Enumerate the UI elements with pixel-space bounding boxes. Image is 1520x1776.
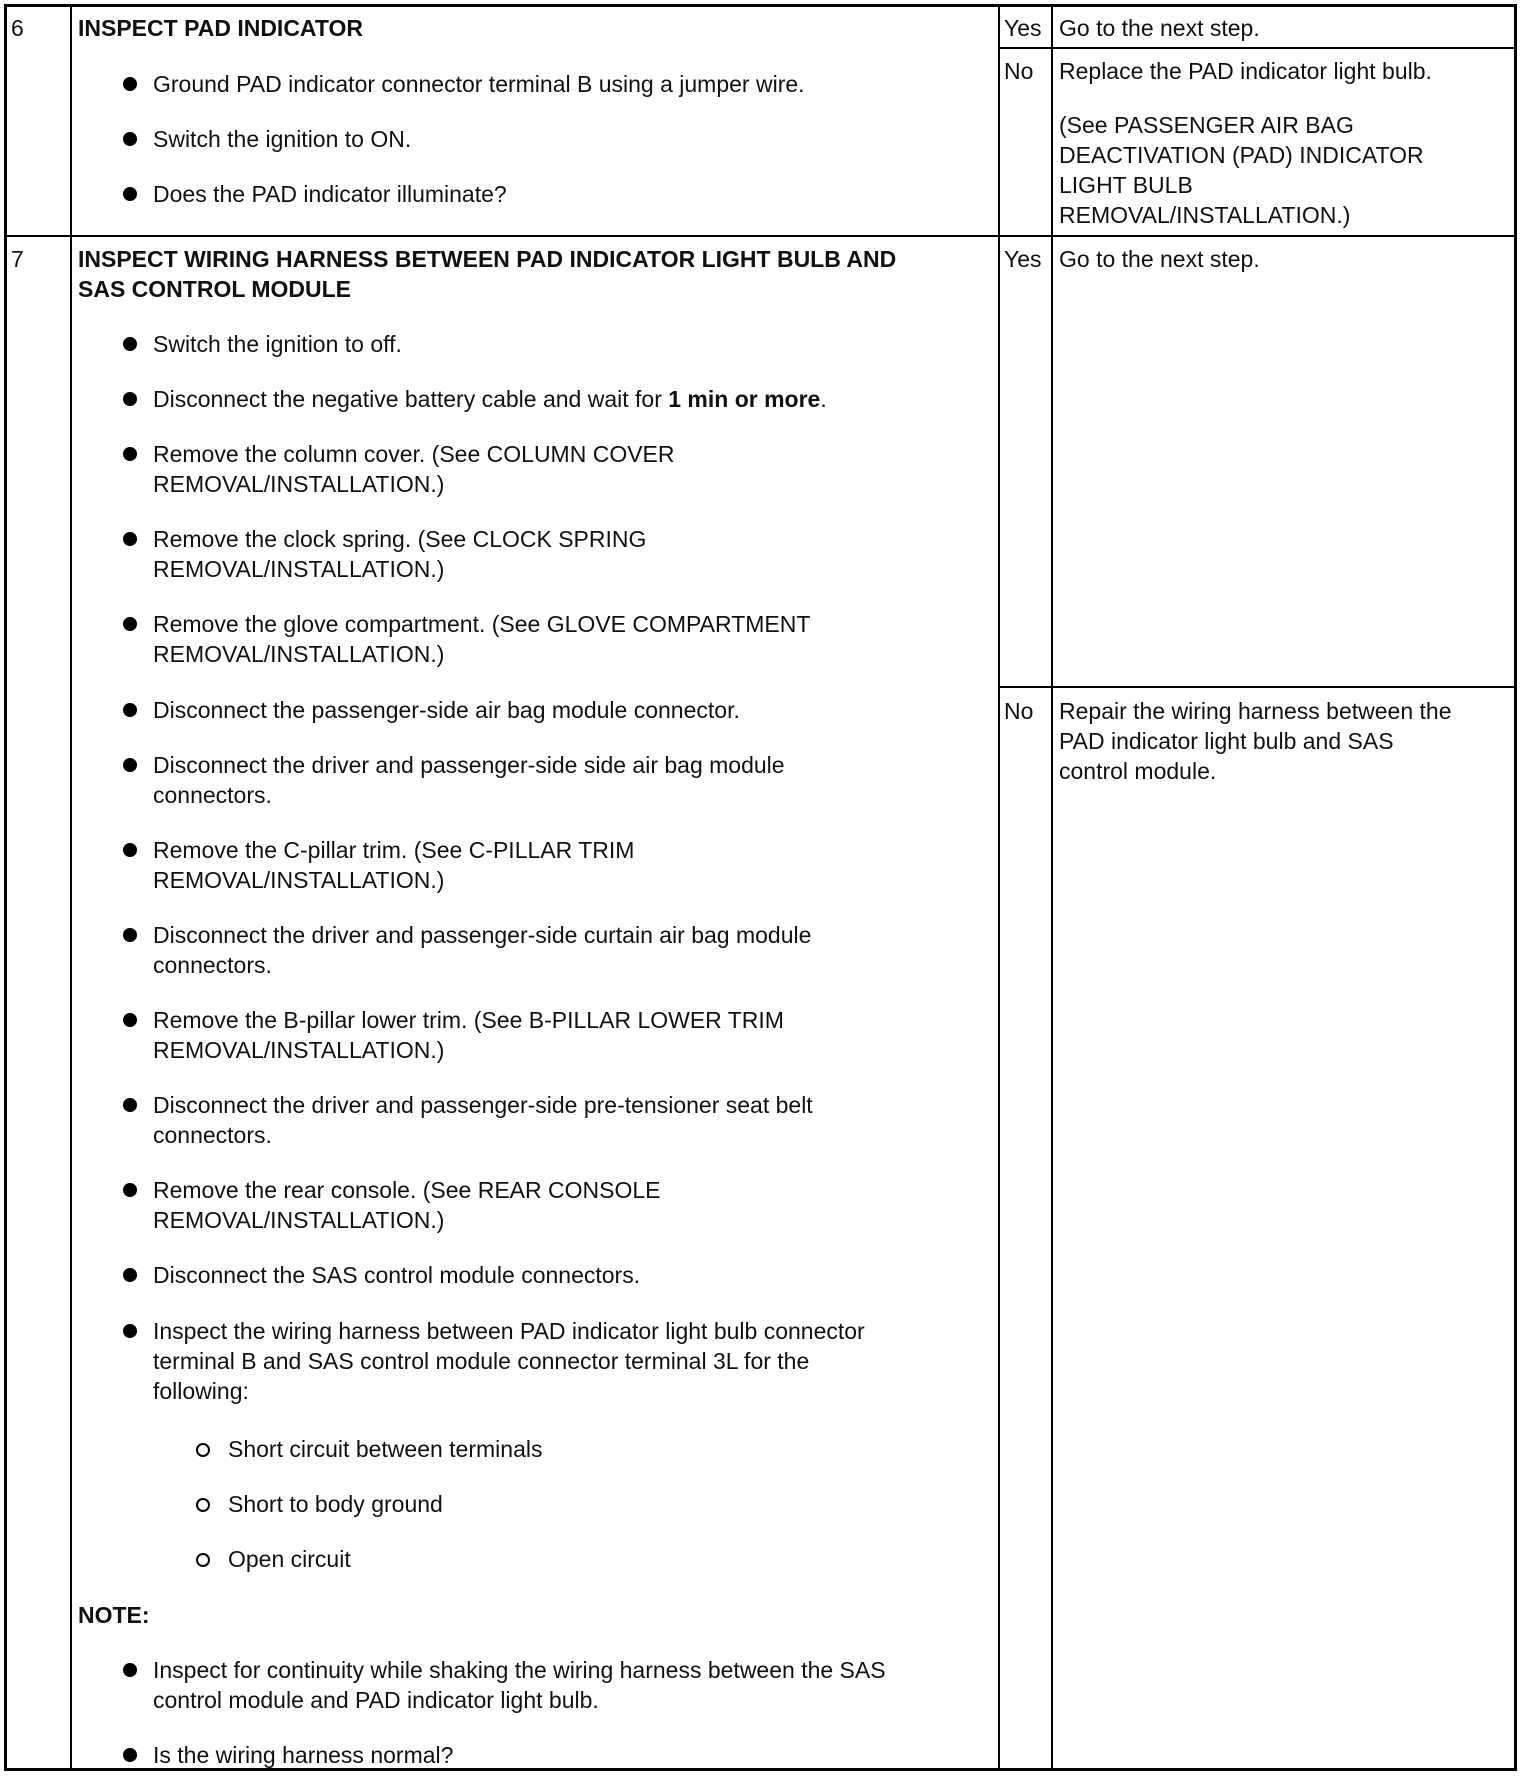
step-6-no-reference: DEACTIVATION (PAD) INDICATOR [1059, 142, 1424, 168]
step-6-title: INSPECT PAD INDICATOR [78, 15, 363, 41]
step-6-no-reference: (See PASSENGER AIR BAG [1059, 112, 1354, 138]
note-bullet-cont: control module and PAD indicator light bulb. [153, 1687, 599, 1713]
step-7-bullet: Switch the ignition to off. [153, 331, 402, 357]
sub-bullet-icon [196, 1553, 210, 1567]
step-6-bullet: Does the PAD indicator illuminate? [153, 181, 507, 207]
step-7-bullet-cont: connectors. [153, 952, 272, 978]
step-7-bullet-cont: REMOVAL/INSTALLATION.) [153, 1207, 445, 1233]
table-border-top [4, 4, 1517, 7]
step-7-title: INSPECT WIRING HARNESS BETWEEN PAD INDICATOR LIGHT BULB AND [78, 246, 897, 272]
bullet-icon [123, 758, 137, 772]
bullet-icon [123, 532, 137, 546]
step-7-no-action: control module. [1059, 758, 1217, 784]
bullet-icon [123, 1268, 137, 1282]
step-7-bullet-cont: REMOVAL/INSTALLATION.) [153, 1037, 445, 1063]
bullet-icon [123, 392, 137, 406]
step-6-yes-label: Yes [1004, 15, 1042, 41]
table-border-left [4, 4, 7, 1771]
bullet-icon [123, 843, 137, 857]
bullet-icon [123, 1663, 137, 1677]
step-7-bullet: Remove the column cover. (See COLUMN COVER [153, 441, 675, 467]
step-7-bullet: Disconnect the passenger-side air bag module connector. [153, 697, 740, 723]
step-7-bullet [153, 384, 827, 414]
step-7-bullet-cont: REMOVAL/INSTALLATION.) [153, 471, 445, 497]
step-7-bullet-cont: connectors. [153, 782, 272, 808]
step-7-bullet: Inspect the wiring harness between PAD indicator light bulb connector [153, 1318, 865, 1344]
step-6-bullet: Ground PAD indicator connector terminal B using a jumper wire. [153, 71, 805, 97]
step-7-bullet: Disconnect the driver and passenger-side side air bag module [153, 752, 785, 778]
sub-item: Short to body ground [228, 1491, 443, 1517]
bullet-icon [123, 703, 137, 717]
step-7-bullet-cont: connectors. [153, 1122, 272, 1148]
step-6-yes-action: Go to the next step. [1059, 15, 1260, 41]
step-6-no-label: No [1004, 58, 1034, 84]
col-divider-result [998, 4, 1000, 1771]
step-7-yes-label: Yes [1004, 246, 1042, 272]
step-7-bullet: Remove the glove compartment. (See GLOVE COMPARTMENT [153, 611, 811, 637]
bullet-icon [123, 132, 137, 146]
step-7-yes-action: Go to the next step. [1059, 246, 1260, 272]
bullet-icon [123, 1324, 137, 1338]
step-6-bullet: Switch the ignition to ON. [153, 126, 412, 152]
bullet-icon [123, 187, 137, 201]
bullet-icon [123, 617, 137, 631]
bullet-icon [123, 1098, 137, 1112]
bullet-icon [123, 77, 137, 91]
bullet-text: Disconnect the negative battery cable and wait for [153, 386, 669, 412]
step-6-no-action: Replace the PAD indicator light bulb. [1059, 58, 1432, 84]
step-7-bullet: Remove the C-pillar trim. (See C-PILLAR TRIM [153, 837, 635, 863]
note-label: NOTE: [78, 1602, 150, 1628]
sub-item: Short circuit between terminals [228, 1436, 543, 1462]
row-divider-6-7 [4, 235, 1517, 237]
sub-bullet-icon [196, 1498, 210, 1512]
step-7-no-label: No [1004, 698, 1034, 724]
row7-yes-no-divider [998, 686, 1517, 688]
sub-item: Open circuit [228, 1546, 351, 1572]
step-7-bullet-cont: terminal B and SAS control module connector terminal 3L for the [153, 1348, 810, 1374]
step-7-bullet: Disconnect the SAS control module connectors. [153, 1262, 641, 1288]
step-7-bullet: Remove the rear console. (See REAR CONSOLE [153, 1177, 661, 1203]
bullet-icon [123, 1748, 137, 1762]
col-divider-action [1051, 4, 1053, 1771]
step-6-no-reference: REMOVAL/INSTALLATION.) [1059, 202, 1351, 228]
step-7-bullet-cont: REMOVAL/INSTALLATION.) [153, 641, 445, 667]
bullet-icon [123, 337, 137, 351]
bullet-icon [123, 928, 137, 942]
col-divider-step [70, 4, 72, 1771]
bullet-icon [123, 447, 137, 461]
bullet-icon [123, 1183, 137, 1197]
step-7-bullet-cont: REMOVAL/INSTALLATION.) [153, 867, 445, 893]
step-7-bullet: Remove the clock spring. (See CLOCK SPRING [153, 526, 647, 552]
step-6-number: 6 [11, 15, 24, 41]
sub-bullet-icon [196, 1443, 210, 1457]
note-bullet: Inspect for continuity while shaking the wiring harness between the SAS [153, 1657, 886, 1683]
step-7-no-action: PAD indicator light bulb and SAS [1059, 728, 1394, 754]
step-7-bullet-cont: REMOVAL/INSTALLATION.) [153, 556, 445, 582]
step-7-bullet-cont: following: [153, 1378, 249, 1404]
step-7-bullet: Disconnect the driver and passenger-side pre-tensioner seat belt [153, 1092, 813, 1118]
wait-suffix: . [820, 386, 827, 412]
step-7-bullet: Disconnect the driver and passenger-side curtain air bag module [153, 922, 812, 948]
step-7-number: 7 [11, 246, 24, 272]
step-7-question: Is the wiring harness normal? [153, 1742, 454, 1768]
step-7-no-action: Repair the wiring harness between the [1059, 698, 1452, 724]
step-7-bullet: Remove the B-pillar lower trim. (See B-PILLAR LOWER TRIM [153, 1007, 784, 1033]
wait-emphasis: 1 min or more [668, 386, 821, 412]
step-7-title: SAS CONTROL MODULE [78, 276, 352, 302]
row6-yes-no-divider [998, 47, 1517, 49]
step-6-no-reference: LIGHT BULB [1059, 172, 1193, 198]
table-border-right [1514, 4, 1517, 1771]
bullet-icon [123, 1013, 137, 1027]
